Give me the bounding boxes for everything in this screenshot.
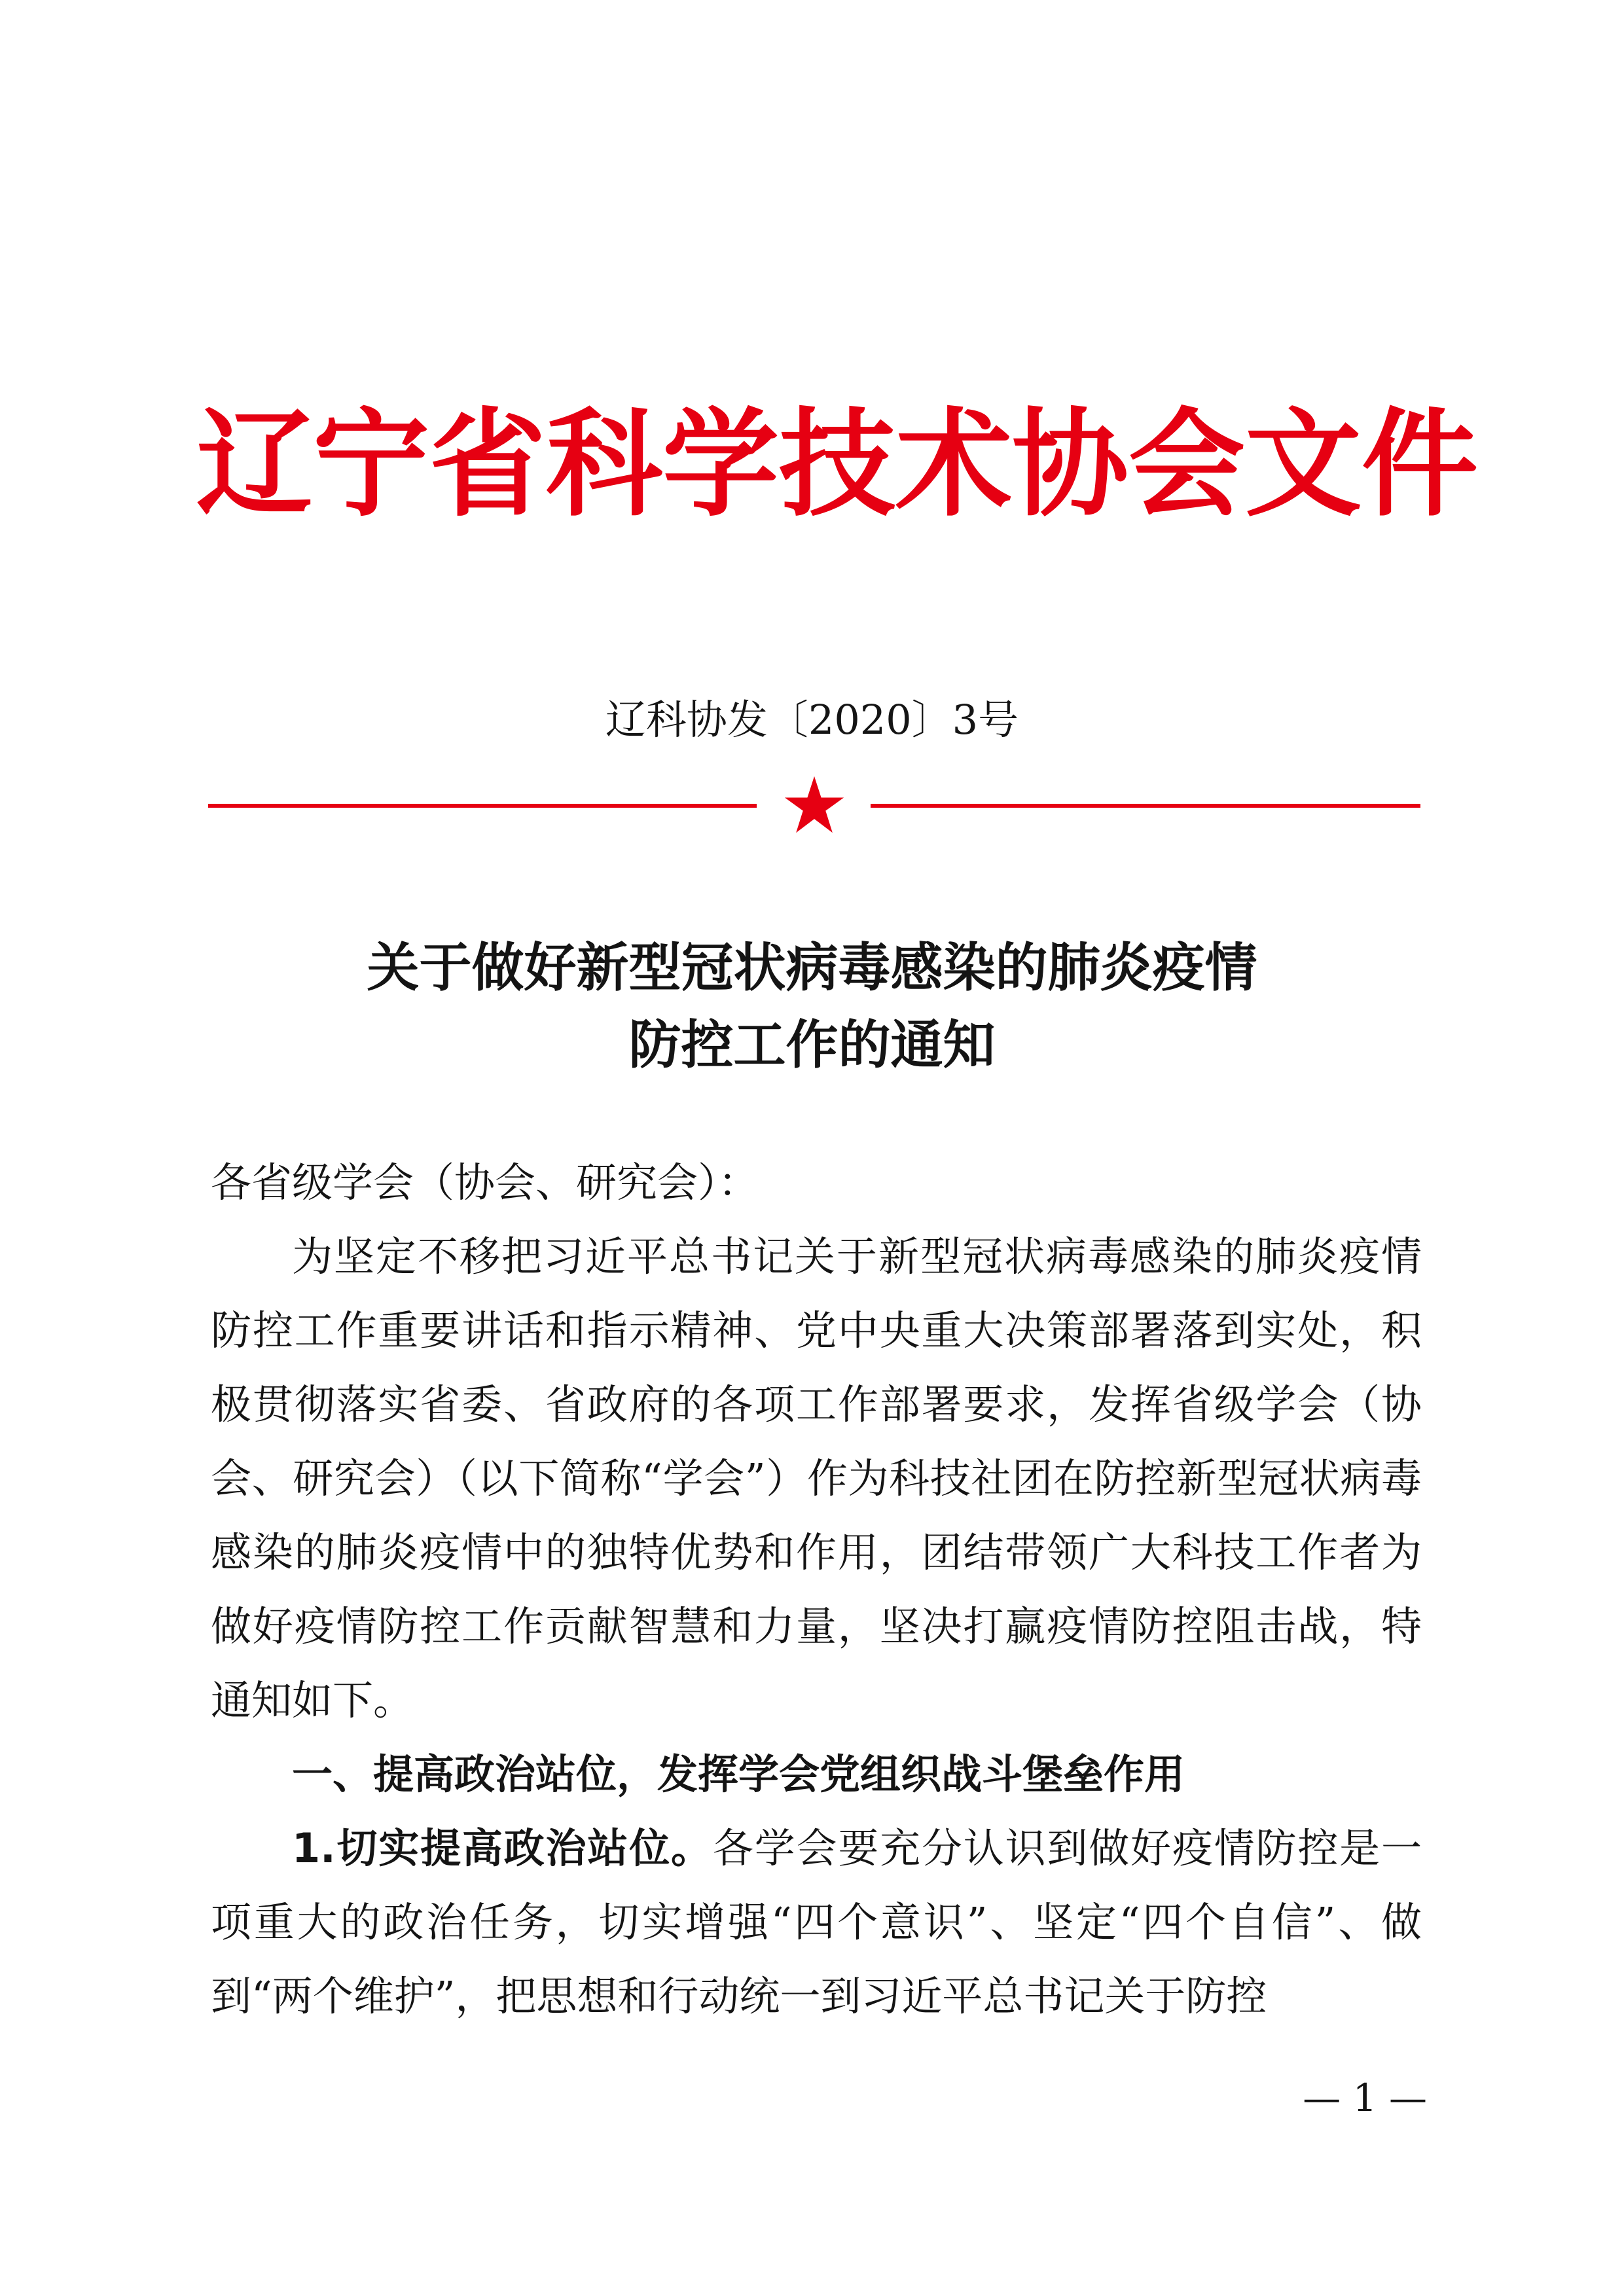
notice-title bbox=[0, 929, 1624, 1084]
notice-title-line1: 关于做好新型冠状病毒感染的肺炎疫情 bbox=[367, 937, 1257, 998]
item-1-text: 各学会要充分认识到做好疫情防控是一项重大的政治任务，切实增强“四个意识”、坚定“四个自信”、做到“两个维护”，把思想和行动统一到习近平总书记关于防控 bbox=[211, 1824, 1422, 2020]
item-1-lead: 1.切实提高政治站位。 bbox=[292, 1824, 713, 1872]
masthead-title: 辽宁省科学技术协会文件 bbox=[196, 397, 1478, 532]
star-icon bbox=[783, 774, 846, 837]
section-1-heading: 一、提高政治站位，发挥学会党组织战斗堡垒作用 bbox=[292, 1750, 1185, 1798]
notice-body bbox=[211, 1145, 1422, 2033]
document-number: 辽科协发〔2020〕3号 bbox=[605, 696, 1019, 744]
intro-paragraph: 为坚定不移把习近平总书记关于新型冠状病毒感染的肺炎疫情防控工作重要讲话和指示精神、党中央重大决策部署落到实处，积极贯彻落实省委、省政府的各项工作部署要求，发挥省级学会（协会、研究会）（以下简称“学会”）作为科技社团在防控新型冠状病毒感染的肺炎疫情中的独特优势和作用，团结带领广大科技工作者为做好疫情防控工作贡献智慧和力量，坚决打赢疫情防控阻击战，特通知如下。 bbox=[211, 1233, 1422, 1724]
page-number: — 1 — bbox=[1303, 2076, 1427, 2120]
divider-line-right bbox=[871, 804, 1420, 808]
divider-line-left bbox=[208, 804, 757, 808]
item-1-paragraph bbox=[211, 1811, 1422, 2033]
notice-title-line2: 防控工作的通知 bbox=[628, 1015, 996, 1075]
salutation: 各省级学会（协会、研究会）： bbox=[211, 1159, 759, 1206]
